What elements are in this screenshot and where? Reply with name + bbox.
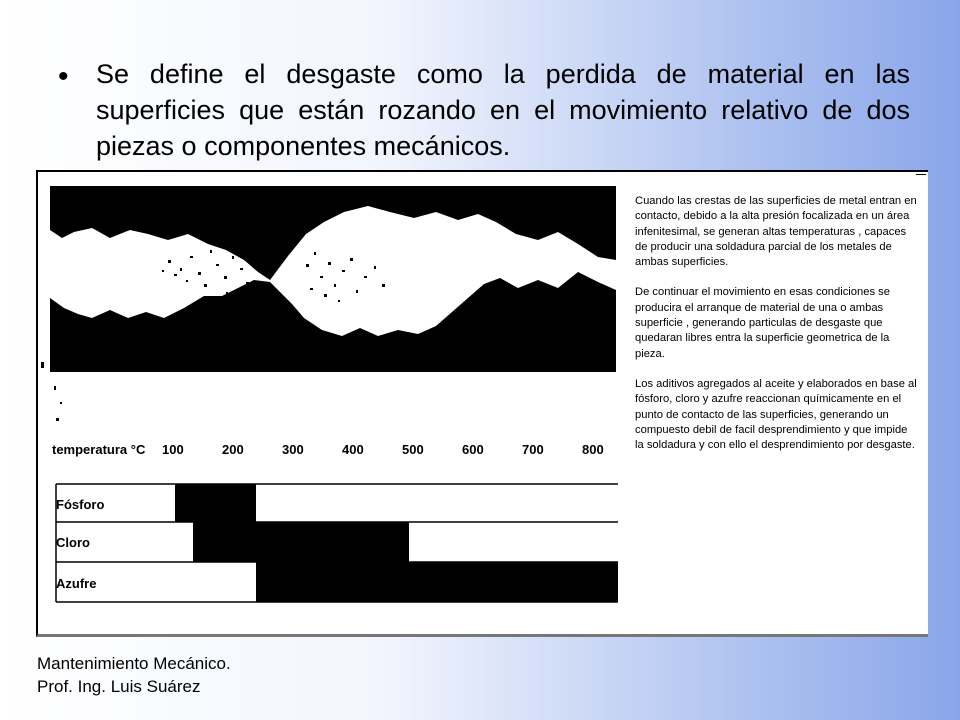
temperature-tick-label: 400 (342, 442, 364, 457)
temperature-tick-label: 700 (522, 442, 544, 457)
temperature-label: temperatura °C (52, 442, 146, 457)
bullet-item (58, 56, 910, 164)
explanation-paragraph: De continuar el movimiento en esas condiciones se producira el arranque de material de una o ambas superficie , generando particulas de desgaste que quedaran libres entra la superficie geometrica de la pieza. (635, 286, 890, 360)
lower-surface (50, 272, 616, 372)
explanation-paragraph: Los aditivos agregados al aceite y elaborados en base al fósforo, cloro y azufre reaccionan químicamente en el punto de contacto de las superficies, generando un compuesto debil de facil desprendimiento y que impide la soldadura y con ello el desprendimiento por desgaste. (635, 377, 917, 452)
row-label-cloro: Cloro (56, 535, 90, 550)
row-label-azufre: Azufre (56, 576, 97, 591)
temperature-tick-label: 100 (162, 442, 184, 457)
wear-figure (36, 170, 928, 637)
bullet-text: Se define el desgaste como la perdida de material en las superficies que están rozando en el movimiento relativo de dos piezas o componentes mecánicos. (96, 59, 910, 161)
temperature-tick-label: 200 (222, 442, 244, 457)
bullet-icon: • (58, 60, 69, 93)
explanation-paragraph: Cuando las crestas de las superficies de metal entran en contacto, debido a la alta presión focalizada en un área infenitesimal, se generan altas temperaturas , capaces de producir una soldadura parcial de los metales de ambas superficies. (635, 195, 917, 269)
additive-bars (175, 484, 618, 602)
range-bar-0 (175, 484, 256, 522)
footer (37, 652, 231, 698)
footer-course: Mantenimiento Mecánico. (37, 654, 231, 673)
row-label-fosforo: Fósforo (56, 497, 105, 512)
stray-mark (916, 174, 926, 175)
range-bar-2 (256, 562, 618, 602)
footer-author: Prof. Ing. Luis Suárez (37, 677, 201, 696)
range-bar-1 (193, 522, 409, 562)
explanation-text (635, 194, 917, 468)
temperature-tick-label: 300 (282, 442, 304, 457)
temperature-tick-label: 500 (402, 442, 424, 457)
upper-surface (50, 186, 616, 280)
temperature-tick-label: 800 (582, 442, 604, 457)
temperature-tick-label: 600 (462, 442, 484, 457)
